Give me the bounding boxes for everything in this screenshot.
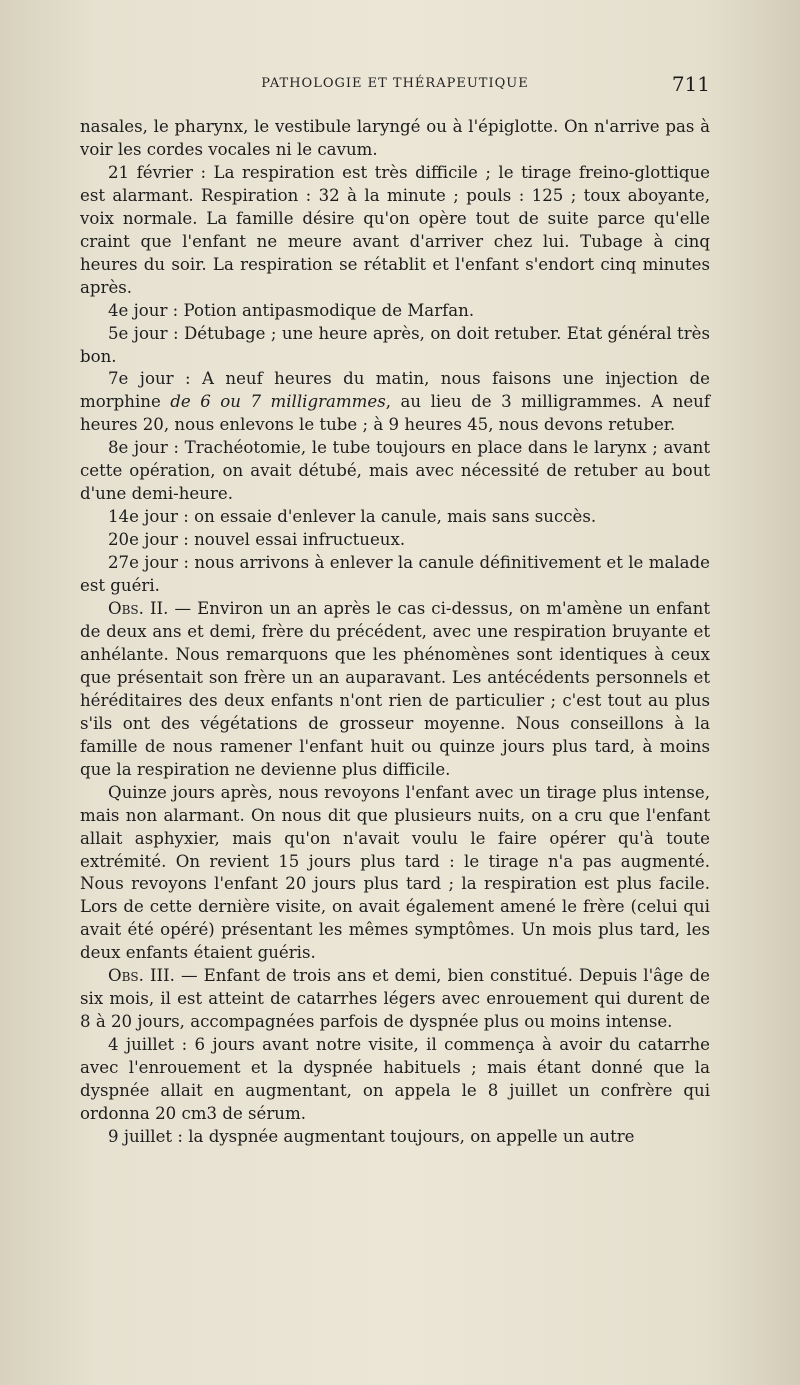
paragraph: 21 février : La respiration est très difficile ; le tirage freino-glottique est alarmant. Respiration : 32 à la minute ; pouls : 125 ; toux aboyante, voix normale. La famille désire qu'on opère tout de suite parce qu'elle craint que l'enfant ne meure avant d'arriver chez lui. Tubage à cinq heures du soir. La respiration se rétablit et l'enfant s'endort cinq minutes après. [80,162,710,297]
observation-label: Obs. III. [108,966,175,986]
paragraph: Quinze jours après, nous revoyons l'enfant avec un tirage plus intense, mais non alarmant. On nous dit que plusieurs nuits, on a cru que l'enfant allait asphyxier, mais qu'on n'avait voulu le faire opérer qu'à toute extrémité. On revient 15 jours plus tard : le tirage n'a pas augmenté. Nous revoyons l'enfant 20 jours plus tard ; la respiration est plus facile. Lors de cette dernière visite, on avait également amené le frère (celui qui avait été opéré) présentant les mêmes symptômes. Un mois plus tard, les deux enfants étaient guéris. [80,782,710,963]
paragraph-text: — Environ un an après le cas ci-dessus, on m'amène un enfant de deux ans et demi, frère du précédent, avec une respiration bruyante et anhélante. Nous remarquons que les phénomènes sont identiques à ceux que présentait son frère un an auparavant. Les antécédents personnels et héréditaires des deux enfants n'ont rien de particulier ; c'est tout au plus s'ils ont des végétations de grosseur moyenne. Nous conseillons à la famille de nous ramener l'enfant huit ou quinze jours plus tard, à moins que la respiration ne devienne plus difficile. [80,599,710,779]
page-number: 711 [671,72,710,96]
paragraph-text: , au lieu de 3 milligrammes. A neuf heures 20, nous enlevons le tube ; à 9 heures 45, nous devons retuber. [80,392,710,435]
running-title: PATHOLOGIE ET THÉRAPEUTIQUE [261,76,529,91]
italic-dose: de 6 ou 7 milligrammes [170,392,386,412]
paragraph [80,598,710,782]
page-header [80,72,710,102]
paragraph-text: 7e jour : A neuf heures du matin, nous faisons une injection de morphine [80,369,710,412]
paragraph [80,368,710,437]
paragraph: 20e jour : nouvel essai infructueux. [108,530,406,550]
body-text [80,116,710,1149]
paragraph: 8e jour : Trachéotomie, le tube toujours en place dans le larynx ; avant cette opération, on avait détubé, mais avec nécessité de retuber au bout d'une demi-heure. [80,438,710,504]
paragraph: 27e jour : nous arrivons à enlever la canule définitivement et le malade est guéri. [80,553,710,596]
paragraph-text: — Enfant de trois ans et demi, bien constitué. Depuis l'âge de six mois, il est atteint de catarrhes légers avec enrouement qui durent de 8 à 20 jours, accompagnées parfois de dyspnée plus ou moins intense. [80,966,711,1032]
paragraph: 9 juillet : la dyspnée augmentant toujours, on appelle un autre [108,1126,635,1146]
paragraph: 14e jour : on essaie d'enlever la canule, mais sans succès. [108,507,597,527]
paragraph: 5e jour : Détubage ; une heure après, on doit retuber. Etat général très bon. [80,323,710,366]
observation-label: Obs. II. [108,599,169,619]
paragraph: 4e jour : Potion antipasmodique de Marfan. [108,300,475,320]
paragraph [80,965,710,1034]
paragraph: 4 juillet : 6 jours avant notre visite, il commença à avoir du catarrhe avec l'enrouement et la dyspnée habituels ; mais étant donné que la dyspnée allait en augmentant, on appela le 8 juillet un confrère qui ordonna 20 cm3 de sérum. [80,1035,710,1123]
paragraph: nasales, le pharynx, le vestibule laryngé ou à l'épiglotte. On n'arrive pas à voir les cordes vocales ni le cavum. [80,117,710,159]
